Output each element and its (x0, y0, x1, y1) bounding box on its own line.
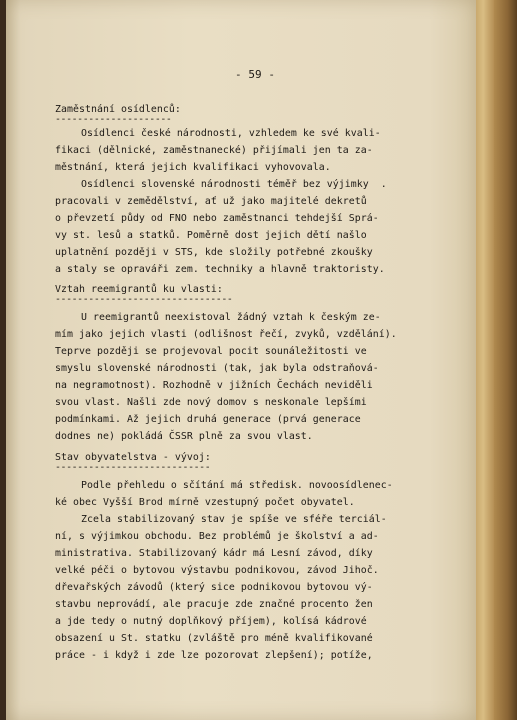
text-line: svou vlast. Našli zde nový domov s neskonale lepšími (55, 397, 367, 408)
text-line: dodnes ne) pokládá ČSSR plně za svou vlast. (55, 431, 313, 442)
text-line: vy st. lesů a statků. Poměrně dost jejich dětí našlo (55, 230, 367, 241)
text-line: práce - i když i zde lze pozorovat zlepšení); potíže, (55, 650, 373, 661)
text-line: Zcela stabilizovaný stav je spíše ve sféře terciál- (81, 514, 387, 525)
text-line: fikaci (dělnické, zaměstnanecké) přijímali jen ta za- (55, 145, 373, 156)
text-line: smyslu slovenské národnosti (tak, jak byla odstraňová- (55, 363, 379, 374)
text-line: podmínkami. Až jejich druhá generace (prvá generace (55, 414, 361, 425)
text-line: ministrativa. Stabilizovaný kádr má Lesní závod, díky (55, 548, 373, 559)
text-line: mím jako jejich vlasti (odlišnost řečí, zvyků, vzdělání). (55, 329, 397, 340)
text-line: uplatnění později v STS, kde složily potřebné zkoušky (55, 247, 373, 258)
text-line: Teprve později se projevoval pocit sounáležitosti ve (55, 346, 367, 357)
text-line: obsazení u St. statku (zvláště pro méně kvalifikované (55, 633, 373, 644)
page-edges (476, 0, 494, 720)
section-heading: Stav obyvatelstva - vývoj: (55, 452, 211, 463)
text-line: dřevařských závodů (který sice podnikovou bytovou vý- (55, 582, 373, 593)
section-heading: Zaměstnání osídlenců: (55, 104, 181, 115)
section-heading: Vztah reemigrantů ku vlasti: (55, 284, 223, 295)
text-line: U reemigrantů neexistoval žádný vztah k českým ze- (81, 312, 381, 323)
text-line: na negramotnost). Rozhodně v jižních Čechách neviděli (55, 380, 373, 391)
page-number: - 59 - (235, 68, 276, 81)
text-line: o převzetí půdy od FNO nebo zaměstnanci tehdejší Sprá- (55, 213, 379, 224)
heading-underline: --------------------- (55, 114, 172, 125)
text-line: a staly se opraváři zem. techniky a hlavně traktoristy. (55, 264, 385, 275)
text-line: Osídlenci české národnosti, vzhledem ke své kvali- (81, 128, 381, 139)
text-line: Osídlenci slovenské národnosti téměř bez výjimky . (81, 179, 387, 190)
text-line: a jde tedy o nutný doplňkový příjem), kolísá kádrové (55, 616, 367, 627)
text-line: stavbu neprovádí, ale pracuje zde značné procento žen (55, 599, 373, 610)
text-line: velké péči o bytovou výstavbu podnikovou, závod Jihoč. (55, 565, 379, 576)
text-line: Podle přehledu o sčítání má středisk. novoosídlenec- (81, 480, 393, 491)
text-line: ní, s výjimkou obchodu. Bez problémů je školství a ad- (55, 531, 379, 542)
text-line: městnání, která jejich kvalifikaci vyhovovala. (55, 162, 331, 173)
heading-underline: ---------------------------- (55, 462, 211, 473)
heading-underline: -------------------------------- (55, 294, 233, 305)
book-cover (494, 0, 517, 720)
text-line: ké obec Vyšší Brod mírně vzestupný počet obyvatel. (55, 497, 355, 508)
text-line: pracovali v zemědělství, ať už jako majitelé dekretů (55, 196, 367, 207)
page (6, 0, 476, 720)
